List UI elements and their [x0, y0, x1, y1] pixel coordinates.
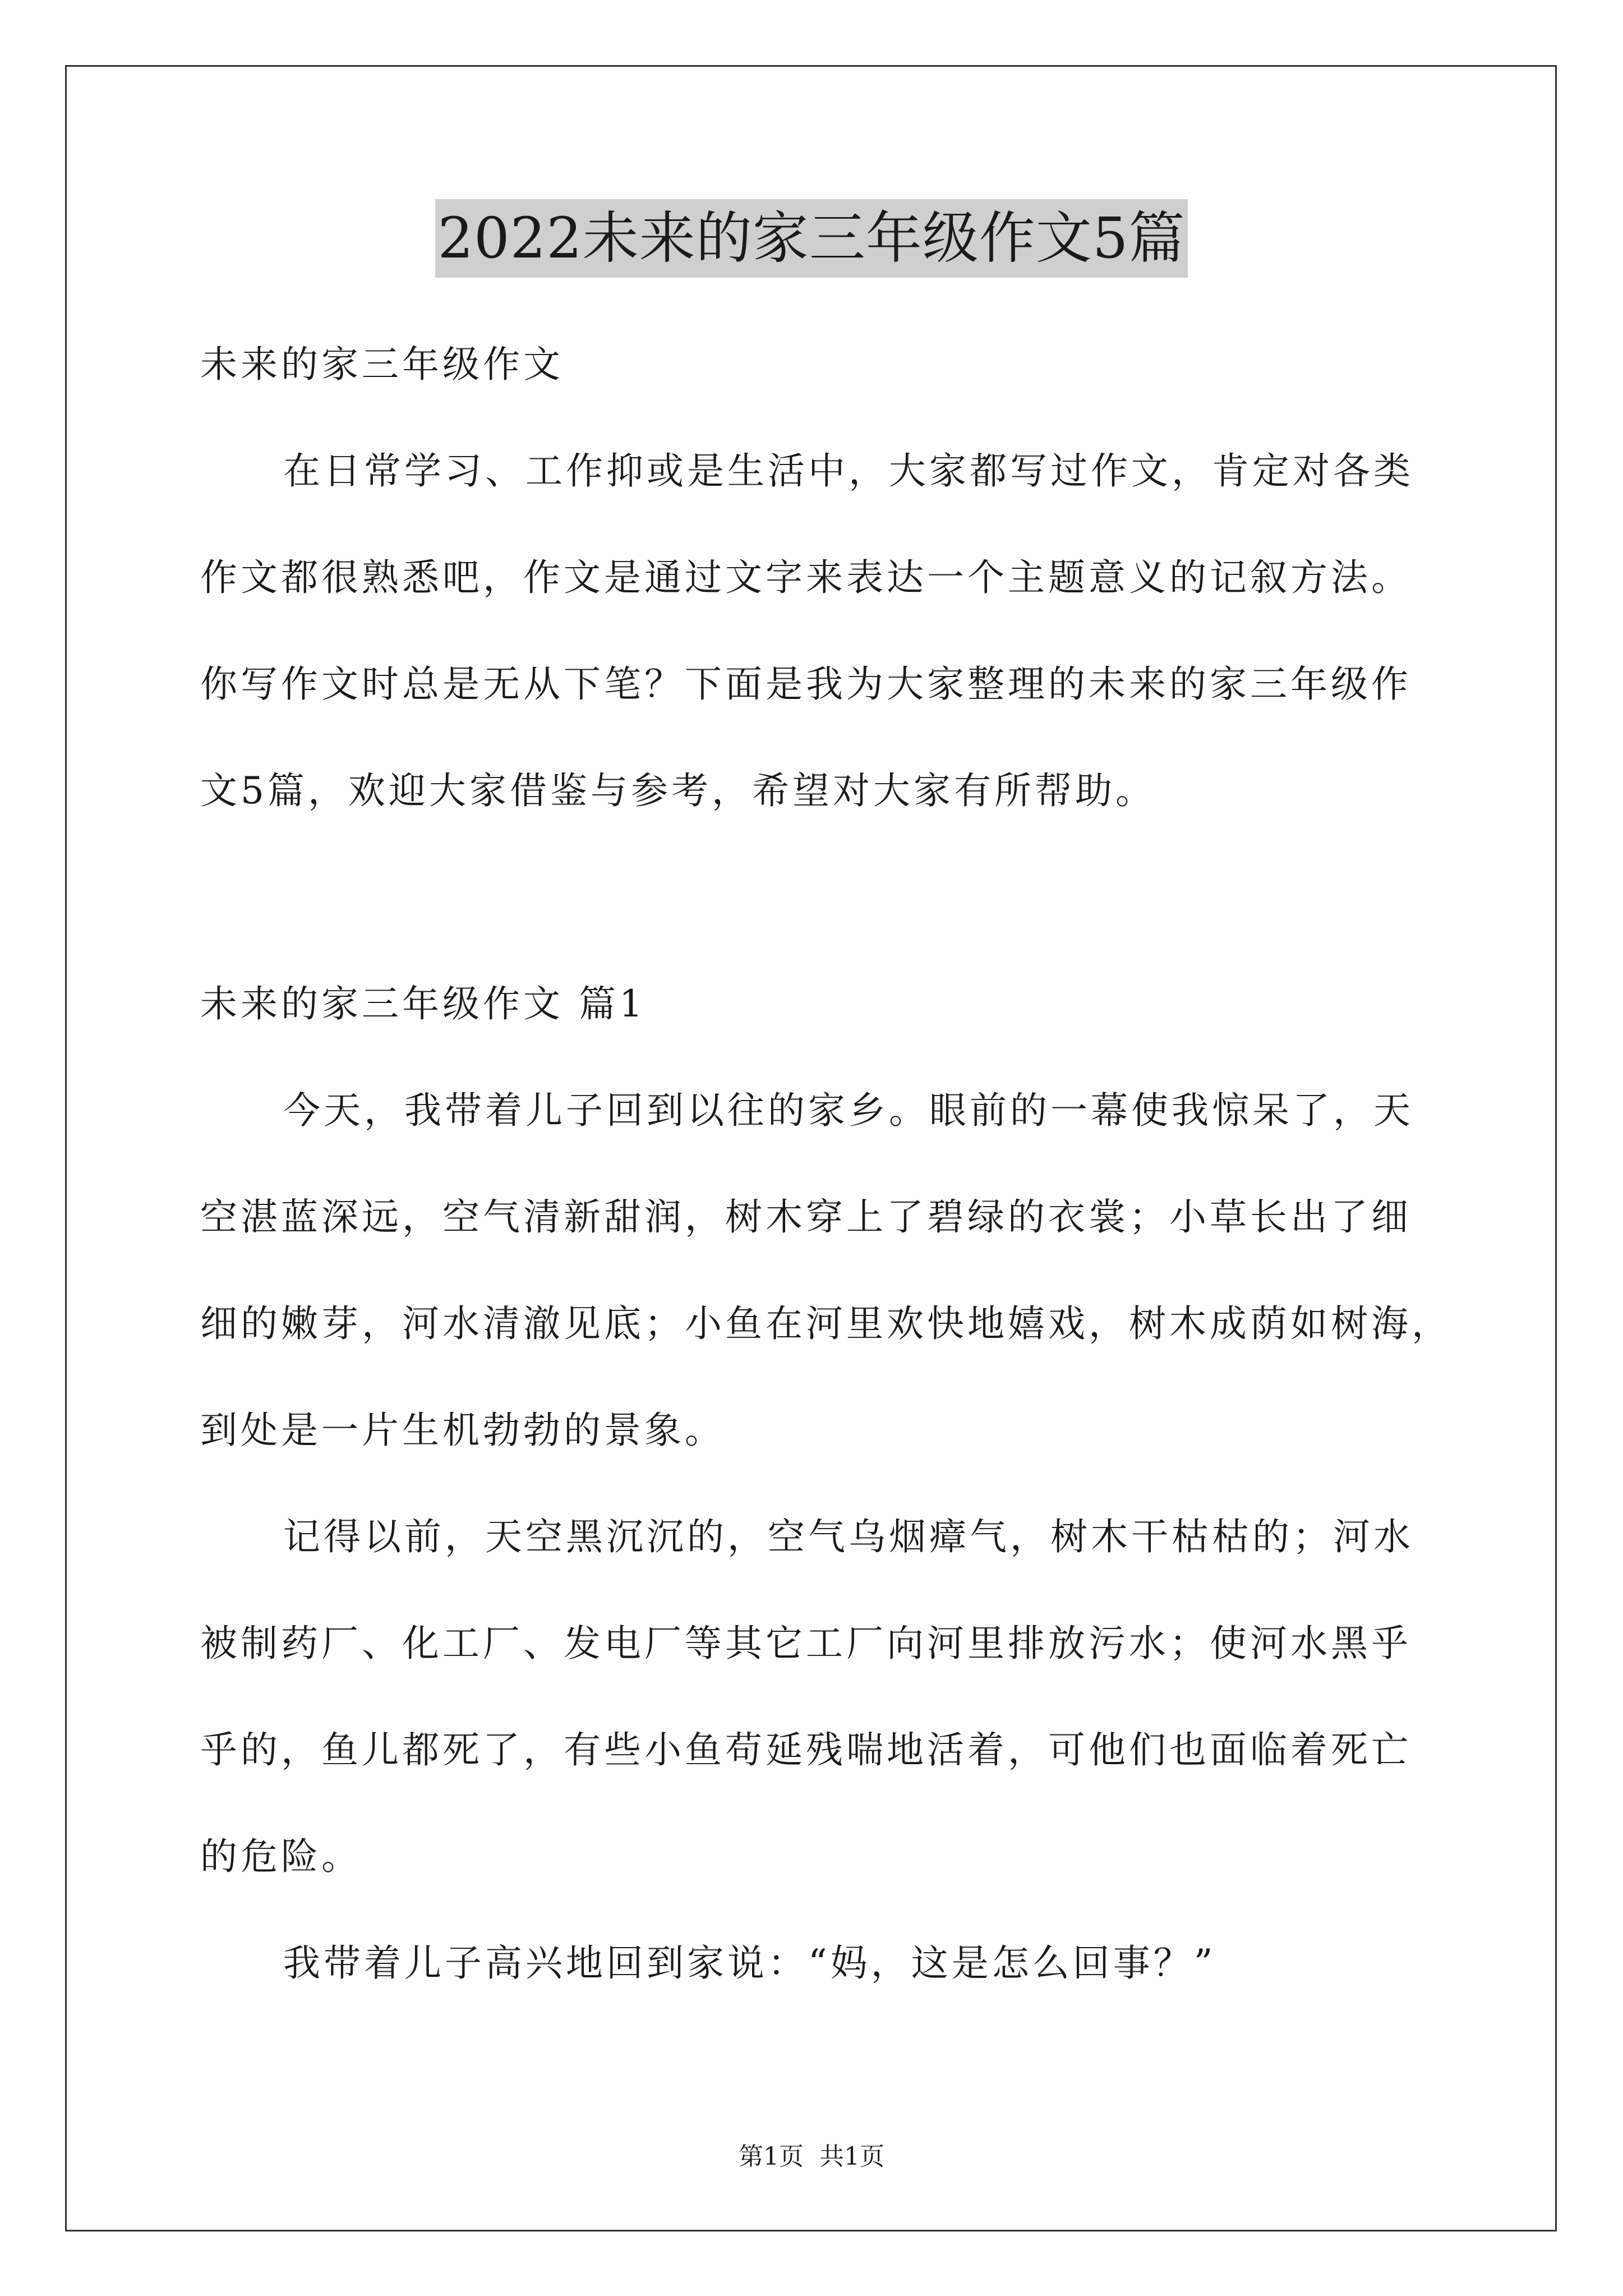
intro-paragraph — [200, 418, 1434, 844]
text-line: 到处是一片生机勃勃的景象。 — [200, 1409, 725, 1452]
text-line: 文5篇，欢迎大家借鉴与参考，希望对大家有所帮助。 — [200, 769, 1156, 812]
paragraph-3 — [200, 1910, 1434, 2017]
text-line: 记得以前，天空黑沉沉的，空气乌烟瘴气，树木干枯枯的；河水 — [283, 1515, 1414, 1558]
document-body — [200, 311, 1452, 2017]
text-line: 今天，我带着儿子回到以往的家乡。眼前的一幕使我惊呆了，天 — [283, 1089, 1414, 1132]
intro-heading: 未来的家三年级作文 — [200, 343, 564, 386]
page-number: 第1页 — [739, 2142, 804, 2171]
text-line: 细的嫩芽，河水清澈见底；小鱼在河里欢快地嬉戏，树木成荫如树海， — [200, 1302, 1452, 1345]
text-line: 作文都很熟悉吧，作文是通过文字来表达一个主题意义的记叙方法。 — [200, 556, 1412, 599]
text-line: 空湛蓝深远，空气清新甜润，树木穿上了碧绿的衣裳；小草长出了细 — [200, 1195, 1412, 1239]
section-heading: 未来的家三年级作文 篇1 — [200, 982, 646, 1025]
text-line: 在日常学习、工作抑或是生活中，大家都写过作文，肯定对各类 — [283, 449, 1414, 493]
text-line: 的危险。 — [200, 1835, 362, 1878]
text-line: 你写作文时总是无从下笔？下面是我为大家整理的未来的家三年级作 — [200, 662, 1412, 706]
page-footer — [0, 2140, 1623, 2174]
paragraph-2 — [200, 1484, 1434, 1910]
text-line: 被制药厂、化工厂、发电厂等其它工厂向河里排放污水；使河水黑乎 — [200, 1622, 1412, 1665]
document-title: 2022未来的家三年级作文5篇 — [435, 199, 1187, 278]
text-line: 我带着儿子高兴地回到家说：“妈，这是怎么回事？” — [283, 1941, 1216, 1985]
text-line: 乎的，鱼儿都死了，有些小鱼苟延残喘地活着，可他们也面临着死亡 — [200, 1728, 1412, 1772]
paragraph-1 — [200, 1057, 1452, 1484]
page-total: 共1页 — [819, 2142, 884, 2171]
title-container — [0, 199, 1623, 278]
